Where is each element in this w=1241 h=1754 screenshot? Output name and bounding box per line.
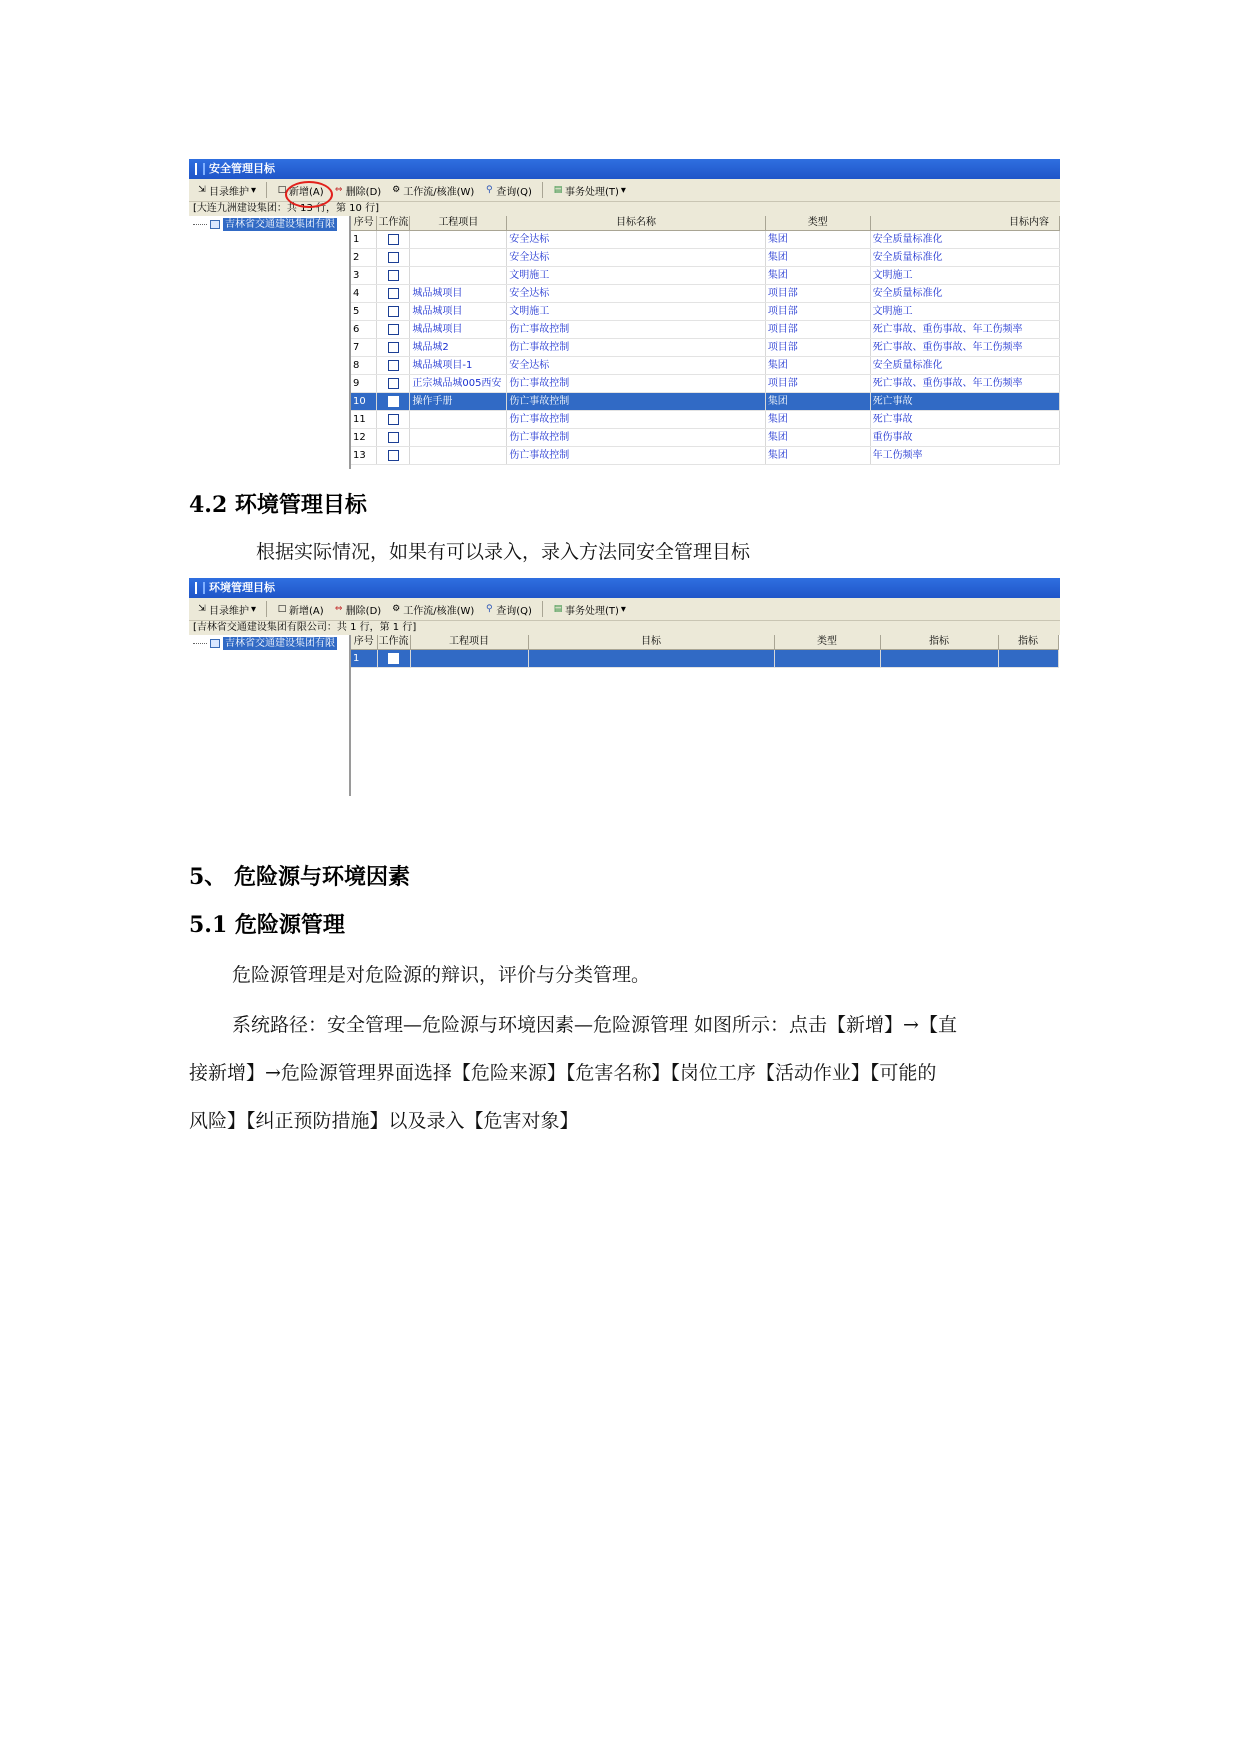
toolbar-separator (266, 601, 267, 617)
cell-project (410, 447, 507, 465)
target-grid (351, 216, 1060, 469)
cell-seq: 5 (351, 303, 377, 321)
section-heading-5-1: 5.1 危险源管理 (189, 912, 345, 938)
cell-seq: 1 (351, 231, 377, 249)
chevron-down-icon[interactable]: ▾ (251, 603, 257, 615)
tree-node-org[interactable] (193, 637, 337, 650)
cell-type: 集团 (765, 249, 870, 267)
app-icon (195, 163, 205, 175)
section-heading-4-2: 4.2 环境管理目标 (189, 492, 367, 518)
table-row[interactable] (351, 411, 1060, 429)
cell-seq: 4 (351, 285, 377, 303)
cell-name: 安全达标 (507, 357, 766, 375)
cell-type: 集团 (765, 393, 870, 411)
workflow-checkbox[interactable] (388, 396, 399, 407)
table-row[interactable] (351, 650, 1058, 668)
tree-connector (193, 643, 207, 645)
col-target[interactable]: 目标 (528, 635, 774, 650)
new-document-icon: □ (277, 604, 287, 614)
record-status: [大连九洲建设集团：共 13 行，第 10 行] (189, 202, 1060, 216)
table-header (351, 635, 1058, 650)
cell-type: 集团 (765, 429, 870, 447)
cell-name: 文明施工 (507, 303, 766, 321)
toolbar-separator (542, 182, 543, 198)
col-project[interactable]: 工程项目 (410, 216, 507, 231)
delete-icon: ⇔ (334, 185, 343, 195)
cell-seq: 6 (351, 321, 377, 339)
cell-seq: 11 (351, 411, 377, 429)
workflow-checkbox[interactable] (388, 360, 399, 371)
table-row[interactable] (351, 303, 1060, 321)
col-index[interactable]: 指标 (880, 635, 998, 650)
cell-name: 安全达标 (507, 231, 766, 249)
delete-icon: ⇔ (334, 604, 343, 614)
cell-index2 (998, 650, 1058, 668)
cell-seq: 12 (351, 429, 377, 447)
workflow-cell[interactable] (377, 429, 410, 447)
col-target-name[interactable]: 目标名称 (507, 216, 766, 231)
workflow-cell[interactable] (377, 321, 410, 339)
cell-seq: 10 (351, 393, 377, 411)
transaction-button[interactable]: ▤ 事务处理(T) ▾ (553, 184, 626, 198)
cell-name: 安全达标 (507, 285, 766, 303)
transaction-button[interactable]: ▤ 事务处理(T) ▾ (553, 603, 626, 617)
delete-button[interactable]: ⇔ 删除(D) (334, 604, 382, 617)
table-row[interactable] (351, 231, 1060, 249)
add-button[interactable]: □ 新增(A) (277, 185, 324, 198)
workflow-checkbox[interactable] (388, 234, 399, 245)
cell-seq: 8 (351, 357, 377, 375)
cell-type: 项目部 (765, 375, 870, 393)
app-icon (195, 582, 205, 594)
catalog-maintain-button[interactable]: ⇲ 目录维护 ▾ (198, 184, 257, 198)
cell-name (528, 650, 774, 668)
cell-name: 伤亡事故控制 (507, 447, 766, 465)
cell-project (410, 411, 507, 429)
tree-node-label: 吉林省交通建设集团有限 (225, 638, 335, 649)
table-row[interactable] (351, 393, 1060, 411)
col-project[interactable]: 工程项目 (410, 635, 528, 650)
cell-content: 安全质量标准化 (870, 231, 1059, 249)
workflow-checkbox[interactable] (388, 414, 399, 425)
catalog-maintain-button[interactable]: ⇲ 目录维护 ▾ (198, 603, 257, 617)
toolbar-separator (542, 601, 543, 617)
cell-project: 城品城项目 (410, 285, 507, 303)
col-target-content[interactable]: 目标内容 (870, 216, 1059, 231)
environment-table (351, 635, 1059, 668)
cell-project: 城品城项目 (410, 303, 507, 321)
cell-name: 伤亡事故控制 (507, 321, 766, 339)
cell-content: 安全质量标准化 (870, 357, 1059, 375)
workflow-cell[interactable] (377, 249, 410, 267)
workflow-cell[interactable] (377, 231, 410, 249)
window-title: 环境管理目标 (209, 581, 275, 594)
tree-connector (193, 224, 207, 226)
tree-node-label: 吉林省交通建设集团有限 (225, 219, 335, 230)
cell-type: 集团 (765, 411, 870, 429)
cell-name: 文明施工 (507, 267, 766, 285)
cell-project: 城品城项目-1 (410, 357, 507, 375)
folder-icon (210, 639, 220, 648)
col-workflow[interactable]: 工作流 (377, 216, 410, 231)
cell-type: 集团 (765, 267, 870, 285)
cell-project (410, 267, 507, 285)
table-row[interactable] (351, 285, 1060, 303)
add-button[interactable]: □ 新增(A) (277, 604, 324, 617)
environment-target-window (189, 578, 1060, 796)
cell-content: 安全质量标准化 (870, 285, 1059, 303)
cell-content: 文明施工 (870, 267, 1059, 285)
query-button[interactable]: ⚲ 查询(Q) (485, 604, 532, 617)
cell-seq: 7 (351, 339, 377, 357)
workflow-cell[interactable] (377, 375, 410, 393)
tree-node-org[interactable] (193, 218, 337, 231)
workflow-checkbox[interactable] (388, 653, 399, 664)
cell-type: 集团 (765, 357, 870, 375)
table-row[interactable] (351, 375, 1060, 393)
cell-seq: 1 (351, 650, 377, 668)
org-tree (189, 216, 351, 469)
cell-name: 伤亡事故控制 (507, 393, 766, 411)
cell-index (880, 650, 998, 668)
col-seq[interactable]: 序号 (351, 635, 377, 650)
cell-type: 项目部 (765, 339, 870, 357)
window-titlebar (189, 578, 1060, 598)
new-document-icon: □ (277, 185, 287, 195)
cell-type: 项目部 (765, 321, 870, 339)
section-heading-5: 5、 危险源与环境因素 (189, 864, 410, 890)
cell-project: 城品城项目 (410, 321, 507, 339)
cell-content: 重伤事故 (870, 429, 1059, 447)
cell-content: 年工伤频率 (870, 447, 1059, 465)
col-seq[interactable]: 序号 (351, 216, 377, 231)
workflow-cell[interactable] (377, 411, 410, 429)
cell-project: 正宗城品城005西安 (410, 375, 507, 393)
workflow-approve-button[interactable]: ⚙ 工作流/核准(W) (392, 185, 475, 198)
workflow-cell[interactable] (377, 285, 410, 303)
org-tree (189, 635, 351, 796)
cell-name: 伤亡事故控制 (507, 339, 766, 357)
paragraph-5-1-path-line1: 系统路径：安全管理—危险源与环境因素—危险源管理 如图所示：点击【新增】→【直 (232, 1014, 957, 1036)
table-row[interactable] (351, 447, 1060, 465)
cell-name: 伤亡事故控制 (507, 375, 766, 393)
workflow-cell[interactable] (377, 357, 410, 375)
cell-project (410, 231, 507, 249)
workflow-cell[interactable] (377, 303, 410, 321)
workflow-checkbox[interactable] (388, 324, 399, 335)
workflow-cell[interactable] (377, 339, 410, 357)
workflow-cell[interactable] (377, 267, 410, 285)
paragraph-5-1-intro: 危险源管理是对危险源的辩识，评价与分类管理。 (232, 964, 651, 986)
workflow-icon: ⚙ (392, 604, 401, 614)
table-row[interactable] (351, 339, 1060, 357)
workflow-cell[interactable] (377, 393, 410, 411)
col-index-2[interactable]: 指标 (998, 635, 1058, 650)
catalog-icon: ⇲ (198, 185, 206, 195)
workflow-checkbox[interactable] (388, 432, 399, 443)
chevron-down-icon[interactable]: ▾ (620, 184, 626, 196)
workflow-cell[interactable] (377, 447, 410, 465)
cell-name: 伤亡事故控制 (507, 429, 766, 447)
transaction-icon: ▤ (553, 185, 563, 195)
workflow-checkbox[interactable] (388, 252, 399, 263)
transaction-icon: ▤ (553, 604, 563, 614)
table-header (351, 216, 1060, 231)
table-row[interactable] (351, 321, 1060, 339)
cell-type: 项目部 (765, 303, 870, 321)
target-table (351, 216, 1060, 465)
query-button[interactable]: ⚲ 查询(Q) (485, 185, 532, 198)
record-status: [吉林省交通建设集团有限公司：共 1 行，第 1 行] (189, 621, 1060, 635)
cell-name: 安全达标 (507, 249, 766, 267)
col-workflow[interactable]: 工作流 (377, 635, 410, 650)
workflow-approve-button[interactable]: ⚙ 工作流/核准(W) (392, 604, 475, 617)
environment-grid (351, 635, 1060, 796)
catalog-icon: ⇲ (198, 604, 206, 614)
cell-type: 集团 (765, 231, 870, 249)
paragraph-4-2: 根据实际情况，如果有可以录入，录入方法同安全管理目标 (256, 541, 751, 563)
cell-content: 安全质量标准化 (870, 249, 1059, 267)
window-titlebar (189, 159, 1060, 179)
cell-project: 操作手册 (410, 393, 507, 411)
paragraph-5-1-path-line3: 风险】【纠正预防措施】以及录入【危害对象】 (189, 1110, 579, 1132)
col-type[interactable]: 类型 (765, 216, 870, 231)
cell-content: 死亡事故 (870, 393, 1059, 411)
toolbar (189, 598, 1060, 621)
highlight-circle (285, 181, 333, 208)
workflow-checkbox[interactable] (388, 270, 399, 281)
table-row[interactable] (351, 357, 1060, 375)
cell-content: 死亡事故 (870, 411, 1059, 429)
cell-content: 死亡事故、重伤事故、年工伤频率 (870, 375, 1059, 393)
workflow-cell[interactable] (377, 650, 410, 668)
paragraph-5-1-path-line2: 接新增】→危险源管理界面选择【危险来源】【危害名称】【岗位工序【活动作业】【可能的 (189, 1062, 937, 1084)
cell-content: 文明施工 (870, 303, 1059, 321)
table-row[interactable] (351, 267, 1060, 285)
search-icon: ⚲ (485, 604, 493, 614)
cell-type: 集团 (765, 447, 870, 465)
search-icon: ⚲ (485, 185, 493, 195)
cell-seq: 3 (351, 267, 377, 285)
cell-project (410, 650, 528, 668)
cell-content: 死亡事故、重伤事故、年工伤频率 (870, 321, 1059, 339)
chevron-down-icon[interactable]: ▾ (620, 603, 626, 615)
cell-seq: 13 (351, 447, 377, 465)
cell-type: 项目部 (765, 285, 870, 303)
cell-seq: 2 (351, 249, 377, 267)
cell-project (410, 429, 507, 447)
table-row[interactable] (351, 249, 1060, 267)
col-type[interactable]: 类型 (774, 635, 880, 650)
cell-seq: 9 (351, 375, 377, 393)
cell-project: 城品城2 (410, 339, 507, 357)
cell-project (410, 249, 507, 267)
cell-content: 死亡事故、重伤事故、年工伤频率 (870, 339, 1059, 357)
chevron-down-icon[interactable]: ▾ (251, 184, 257, 196)
delete-button[interactable]: ⇔ 删除(D) (334, 185, 382, 198)
workflow-checkbox[interactable] (388, 306, 399, 317)
workflow-checkbox[interactable] (388, 342, 399, 353)
table-row[interactable] (351, 429, 1060, 447)
workflow-checkbox[interactable] (388, 450, 399, 461)
workflow-checkbox[interactable] (388, 288, 399, 299)
cell-type (774, 650, 880, 668)
cell-name: 伤亡事故控制 (507, 411, 766, 429)
folder-icon (210, 220, 220, 229)
window-title: 安全管理目标 (209, 162, 275, 175)
toolbar-separator (266, 182, 267, 198)
workflow-checkbox[interactable] (388, 378, 399, 389)
workflow-icon: ⚙ (392, 185, 401, 195)
